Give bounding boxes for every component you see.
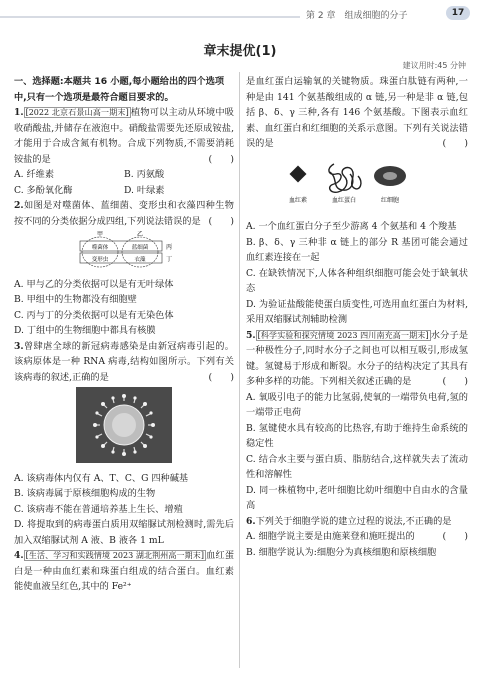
q5-option-a: A. 氧吸引电子的能力比氢弱,使氧的一端带负电荷,氢的一端带正电荷	[246, 391, 468, 418]
right-column	[246, 74, 468, 560]
page-number: 17	[446, 6, 470, 20]
suggested-time: 建议用时:45 分钟	[402, 61, 466, 70]
q4-option-c: C. 在缺铁情况下,人体各种组织细胞可能会处于缺氧状态	[246, 267, 468, 294]
section-heading: 一、选择题:本题共 16 小题,每小题给出的四个选项中,只有一个选项是最符合题目要求的。	[14, 76, 225, 103]
q4-stem-start: 血红蛋白是一种由血红素和珠蛋白组成的结合蛋白。血红素能使血液呈红色,其中的 Fe²⁺	[14, 550, 235, 592]
question-4-part2	[246, 74, 468, 328]
organism-phage: 噬菌体	[91, 245, 109, 251]
q1-option-d: D. 叶绿素	[124, 184, 165, 196]
column-divider	[239, 72, 240, 668]
q2-option-d: D. 丁组中的生物细胞中都具有核膜	[14, 325, 156, 336]
q4-option-a: A. 一个血红蛋白分子至少游离 4 个氨基和 4 个羧基	[246, 221, 457, 232]
header-strip	[0, 16, 300, 18]
question-4-part1	[14, 548, 234, 595]
question-5	[246, 328, 468, 514]
q1-option-a: A. 纤维素	[14, 169, 55, 180]
label-bing: 丙	[165, 244, 173, 251]
page-header	[0, 0, 480, 34]
label-rbc: 红细胞	[380, 196, 400, 204]
q3-option-c: C. 该病毒不能在普通培养基上生长、增殖	[14, 503, 183, 515]
q5-option-c: C. 结合水主要与蛋白质、脂肪结合,这样就失去了流动性和溶解性	[246, 453, 468, 480]
q2-stem: 如图是对噬菌体、蓝细菌、变形虫和衣藻四种生物按不同的分类依据分成四组,下列说法错误的是	[14, 200, 234, 227]
q4-tag: [生活、学习和实践情境 2023 湖北荆州高一期末]	[25, 551, 205, 560]
q4-option-b: B. β、δ、γ 三种非 α 链上的部分 R 基团可能会通过血红素连接在一起	[246, 236, 468, 263]
hemoglobin-diagram	[286, 154, 416, 212]
q6-option-a: A. 细胞学说主要是由施莱登和施旺提出的	[246, 531, 415, 542]
organism-amoeba: 变形虫	[91, 257, 109, 263]
q5-stem: 水分子是一种极性分子,同时水分子之间也可以相互吸引,形成氢键。氢键易于形成和断裂。水分子的结构决定了其具有多种多样的功能。下列相关叙述正确的是	[246, 329, 469, 387]
q4-number: 4.	[14, 550, 24, 561]
q4-stem-cont: 是血红蛋白运输氧的关键物质。珠蛋白肽链有两种,一种是由 141 个氨基酸组成的 α 链,另一种是非 α 链,包括 β、δ、γ 三种,各有 146 个氨基酸。下图表示血红素、血红蛋白和红细胞的关系示意图。下列有关说法错误的是	[246, 76, 468, 149]
question-1	[14, 105, 234, 198]
label-ding: 丁	[165, 256, 173, 263]
question-2	[14, 198, 234, 339]
q2-paren: ( )	[208, 215, 234, 227]
label-hemoglobin: 血红蛋白	[331, 196, 357, 204]
q4-paren: ( )	[442, 138, 468, 149]
q2-number: 2.	[14, 200, 24, 211]
q6-number: 6.	[246, 515, 256, 527]
classification-diagram	[66, 231, 176, 269]
q2-option-a: A. 甲与乙的分类依据可以是有无叶绿体	[14, 278, 174, 290]
q3-number: 3.	[14, 340, 24, 352]
q3-option-b: B. 该病毒属于原核细胞构成的生物	[14, 488, 156, 499]
q1-option-b: B. 丙氨酸	[124, 169, 165, 180]
q5-tag: [科学实验和探究情境 2023 四川南充高一期末]	[257, 330, 429, 340]
question-3	[14, 339, 234, 549]
q6-option-b: B. 细胞学说认为:细胞分为真核细胞和原核细胞	[246, 546, 437, 558]
q2-option-b: B. 甲组中的生物都没有细胞壁	[14, 294, 137, 305]
q6-stem: 下列关于细胞学说的建立过程的说法,不正确的是	[255, 515, 452, 527]
organism-cyanobacteria: 蓝细菌	[131, 245, 149, 251]
label-jia: 甲	[96, 231, 104, 238]
q3-paren: ( )	[208, 371, 234, 383]
page-title: 章末提优(1)	[203, 44, 277, 59]
label-heme: 血红素	[288, 196, 308, 204]
q1-tag: [2022 北京石景山高一期末]	[25, 108, 129, 117]
q1-stem: 植物可以主动从环境中吸收硝酸盐,并储存在液泡中。硝酸盐需要先还原成铵盐,才能用于合成含氮有机物。合成下列物质,不需要消耗铵盐的是	[14, 107, 234, 165]
question-6	[246, 514, 468, 561]
q5-option-b: B. 氢键使水具有较高的比热容,有助于维持生命系统的稳定性	[246, 422, 468, 449]
label-yi: 乙	[136, 231, 144, 238]
coronavirus-image	[76, 387, 172, 463]
q6-paren: ( )	[442, 531, 468, 542]
q4-option-d: D. 为验证盐酸能使蛋白质变性,可选用血红蛋白为材料,采用双缩脲试剂辅助检测	[246, 298, 468, 325]
q5-paren: ( )	[442, 376, 468, 387]
q5-number: 5.	[246, 329, 256, 341]
left-column	[14, 74, 234, 595]
q3-option-a: A. 该病毒体内仅有 A、T、C、G 四种碱基	[14, 472, 189, 484]
q1-option-c: C. 多酚氧化酶	[14, 184, 73, 196]
q1-number: 1.	[14, 107, 24, 118]
chapter-title: 第 2 章 组成细胞的分子	[306, 11, 408, 21]
q3-stem: 曾肆虐全球的新冠病毒感染是由新冠病毒引起的。该病原体是一种 RNA 病毒,结构如图所示。下列有关该病毒的叙述,正确的是	[14, 340, 234, 383]
q2-option-c: C. 丙与丁的分类依据可以是有无染色体	[14, 309, 174, 321]
q3-option-d: D. 将提取到的病毒蛋白质用双缩脲试剂检测时,需先后加入双缩脲试剂 A 液、B 液各 1 mL	[14, 519, 234, 546]
organism-chlamydomonas: 衣藻	[134, 257, 146, 263]
q5-option-d: D. 同一株植物中,老叶细胞比幼叶细胞中自由水的含量高	[246, 484, 468, 511]
q1-paren: ( )	[208, 153, 234, 165]
